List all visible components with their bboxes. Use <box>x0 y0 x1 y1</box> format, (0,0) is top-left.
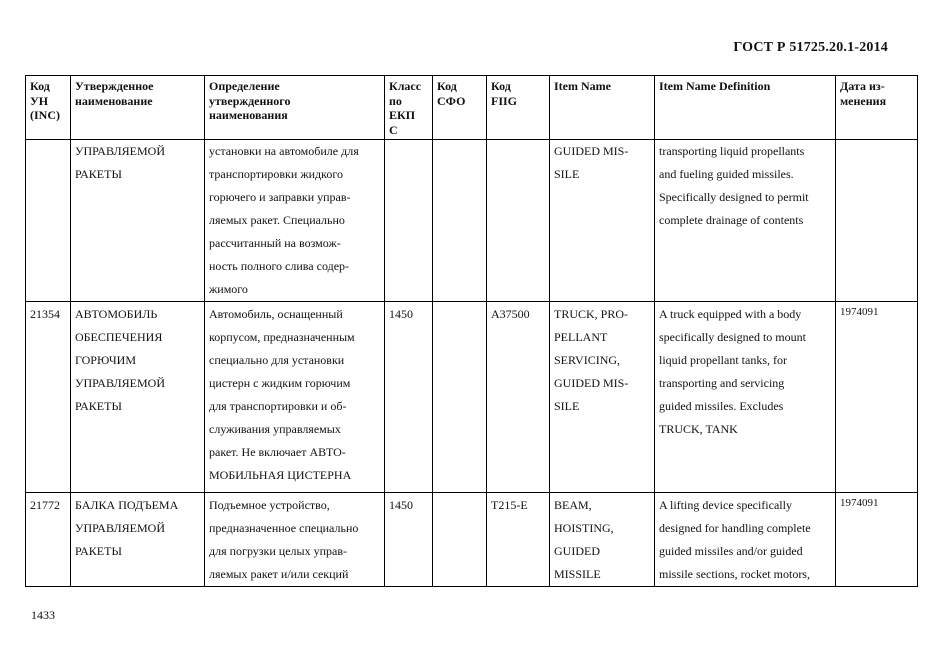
cell-line: С <box>389 122 398 137</box>
cell-line: PELLANT <box>554 330 608 344</box>
cell-inc <box>26 140 71 302</box>
cell-line: ОБЕСПЕЧЕНИЯ <box>75 330 163 344</box>
classification-table <box>25 75 918 587</box>
cell-line: designed for handling complete <box>659 521 811 535</box>
cell-line: ракет. Не включает АВТО- <box>209 445 346 459</box>
cell-sfo <box>433 140 487 302</box>
cell-line: ГОРЮЧИМ <box>75 353 136 367</box>
cell-line: служивания управляемых <box>209 422 341 436</box>
cell-line: по <box>389 93 402 108</box>
cell-line: УН <box>30 93 49 108</box>
cell-class <box>385 140 433 302</box>
col-header-inc <box>26 76 71 140</box>
cell-line: Код <box>30 79 50 93</box>
col-header-change-date <box>836 76 918 140</box>
cell-definition <box>205 302 385 493</box>
cell-change-date <box>836 302 918 493</box>
cell-line: A truck equipped with a body <box>659 307 802 321</box>
cell-line: missile sections, rocket motors, <box>659 567 810 581</box>
cell-line: liquid propellant tanks, for <box>659 353 787 367</box>
cell-inc: 21772 <box>26 493 71 587</box>
page-number: 1433 <box>31 608 55 622</box>
col-header-class <box>385 76 433 140</box>
cell-line: TRUCK, PRO- <box>554 307 629 321</box>
change-date-value: 1974091 <box>840 306 879 318</box>
cell-item-definition <box>655 493 836 587</box>
cell-line: УПРАВЛЯЕМОЙ <box>75 144 165 158</box>
cell-change-date <box>836 140 918 302</box>
cell-line: АВТОМОБИЛЬ <box>75 307 158 321</box>
cell-line: для погрузки целых управ- <box>209 544 347 558</box>
cell-approved-name <box>71 493 205 587</box>
cell-line: complete drainage of contents <box>659 213 804 227</box>
cell-approved-name <box>71 302 205 493</box>
cell-line: ЕКП <box>389 108 416 122</box>
cell-item-definition <box>655 302 836 493</box>
cell-line: GUIDED MIS- <box>554 376 629 390</box>
cell-line: установки на автомобиле для <box>209 144 359 158</box>
cell-definition <box>205 493 385 587</box>
cell-line: TRUCK, TANK <box>659 422 738 436</box>
cell-line: Утвержденное <box>75 79 154 93</box>
cell-line: GUIDED <box>554 544 600 558</box>
cell-approved-name <box>71 140 205 302</box>
cell-inc: 21354 <box>26 302 71 493</box>
cell-line: SERVICING, <box>554 353 621 367</box>
cell-line: транспортировки жидкого <box>209 167 343 181</box>
cell-line: Item Name <box>554 79 611 93</box>
cell-line: Код <box>437 79 457 93</box>
cell-line: Дата из- <box>840 79 885 93</box>
cell-line: горючего и заправки управ- <box>209 190 351 204</box>
cell-line: Код <box>491 79 511 93</box>
cell-line: наименование <box>75 93 153 108</box>
cell-class: 1450 <box>385 302 433 493</box>
cell-class: 1450 <box>385 493 433 587</box>
cell-line: предназначенное специально <box>209 521 359 535</box>
cell-line: BEAM, <box>554 498 592 512</box>
cell-line: Specifically designed to permit <box>659 190 809 204</box>
col-header-item-name <box>550 76 655 140</box>
cell-line: transporting liquid propellants <box>659 144 805 158</box>
table-row <box>26 302 918 493</box>
cell-line: УПРАВЛЯЕМОЙ <box>75 521 165 535</box>
col-header-approved-name <box>71 76 205 140</box>
col-header-definition <box>205 76 385 140</box>
cell-line: менения <box>840 93 887 108</box>
cell-line: ляемых ракет и/или секций <box>209 567 349 581</box>
cell-line: РАКЕТЫ <box>75 399 122 413</box>
cell-sfo <box>433 493 487 587</box>
col-header-sfo <box>433 76 487 140</box>
cell-line: FIIG <box>491 93 518 108</box>
header-row <box>26 76 918 140</box>
cell-line: утвержденного <box>209 93 291 108</box>
col-header-item-definition <box>655 76 836 140</box>
cell-sfo <box>433 302 487 493</box>
cell-line: guided missiles. Excludes <box>659 399 784 413</box>
document-title: ГОСТ Р 51725.20.1-2014 <box>733 40 888 55</box>
cell-line: БАЛКА ПОДЪЕМА <box>75 498 179 512</box>
cell-fiig <box>487 140 550 302</box>
cell-line: ляемых ракет. Специально <box>209 213 345 227</box>
cell-line: специально для установки <box>209 353 345 367</box>
cell-line: SILE <box>554 399 580 413</box>
cell-change-date <box>836 493 918 587</box>
table-row <box>26 140 918 302</box>
cell-line: and fueling guided missiles. <box>659 167 794 181</box>
cell-line: наименования <box>209 108 288 122</box>
cell-fiig: T215-E <box>487 493 550 587</box>
cell-item-definition <box>655 140 836 302</box>
cell-line: РАКЕТЫ <box>75 167 122 181</box>
cell-line: цистерн с жидким горючим <box>209 376 351 390</box>
cell-line: СФО <box>437 93 466 108</box>
cell-line: жимого <box>209 282 248 296</box>
cell-line: РАКЕТЫ <box>75 544 122 558</box>
cell-line: specifically designed to mount <box>659 330 806 344</box>
cell-item-name <box>550 302 655 493</box>
cell-line: HOISTING, <box>554 521 614 535</box>
cell-line: (INC) <box>30 108 60 122</box>
table-row <box>26 493 918 587</box>
cell-item-name <box>550 140 655 302</box>
cell-line: для транспортировки и об- <box>209 399 347 413</box>
cell-line: МОБИЛЬНАЯ ЦИСТЕРНА <box>209 468 352 482</box>
cell-line: Item Name Definition <box>659 79 771 93</box>
cell-fiig: A37500 <box>487 302 550 493</box>
col-header-fiig <box>487 76 550 140</box>
cell-line: GUIDED MIS- <box>554 144 629 158</box>
cell-line: Определение <box>209 79 280 93</box>
cell-line: корпусом, предназначенным <box>209 330 355 344</box>
cell-line: MISSILE <box>554 567 601 581</box>
cell-line: Автомобиль, оснащенный <box>209 307 343 321</box>
cell-item-name <box>550 493 655 587</box>
cell-definition <box>205 140 385 302</box>
cell-line: рассчитанный на возмож- <box>209 236 341 250</box>
cell-line: transporting and servicing <box>659 376 785 390</box>
cell-line: Класс <box>389 79 422 93</box>
cell-line: SILE <box>554 167 580 181</box>
change-date-value: 1974091 <box>840 497 879 509</box>
cell-line: УПРАВЛЯЕМОЙ <box>75 376 165 390</box>
cell-line: Подъемное устройство, <box>209 498 330 512</box>
cell-line: guided missiles and/or guided <box>659 544 803 558</box>
cell-line: A lifting device specifically <box>659 498 792 512</box>
cell-line: ность полного слива содер- <box>209 259 350 273</box>
